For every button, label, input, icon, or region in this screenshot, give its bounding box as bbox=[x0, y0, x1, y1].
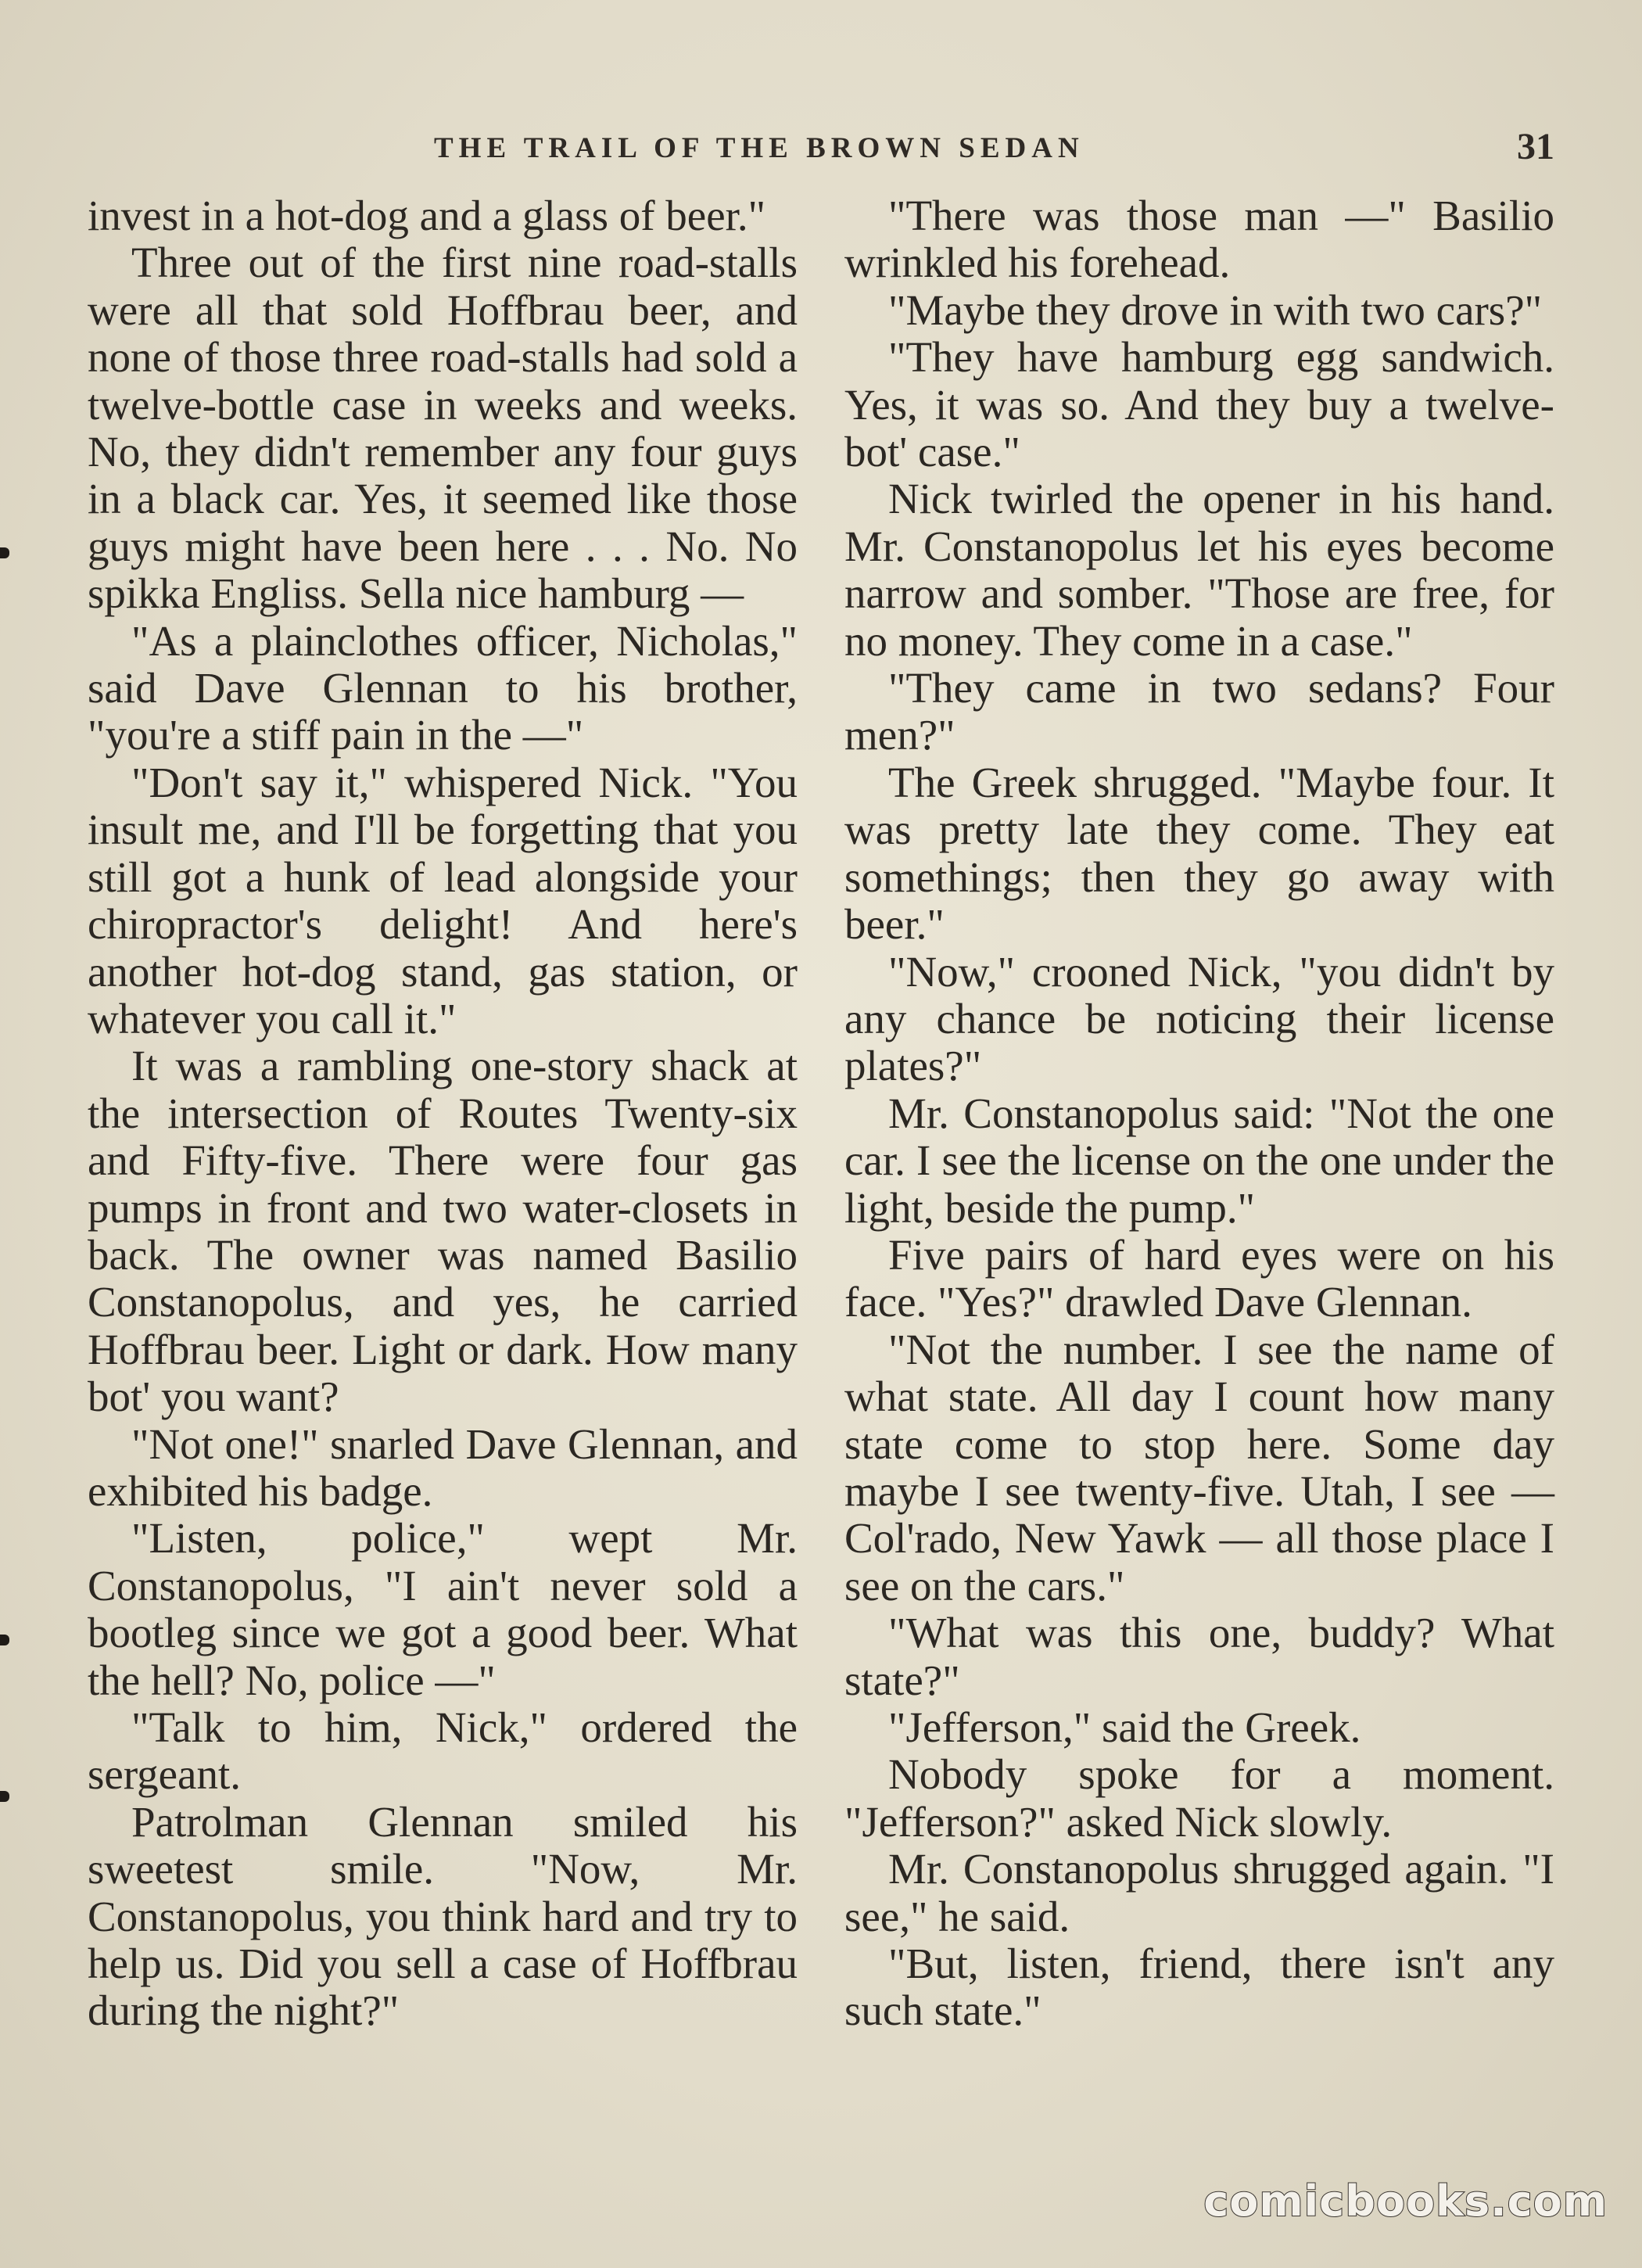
paragraph: Nobody spoke for a moment. "Jefferson?" asked Nick slowly. bbox=[844, 1750, 1554, 1846]
paragraph: invest in a hot-dog and a glass of beer." bbox=[88, 192, 766, 239]
paragraph: "Maybe they drove in with two cars?" bbox=[888, 285, 1543, 334]
right-column bbox=[844, 192, 1554, 2035]
paragraph: "Jefferson," said the Greek. bbox=[888, 1703, 1361, 1751]
paragraph: It was a rambling one-story shack at the intersection of Routes Twenty-six and Fifty-five. There were four gas pumps in front and two water-closets in back. The owner was named Basilio Constanopolus, and yes, he carried Hoffbrau beer. Light or dark. How many bot' you want? bbox=[88, 1042, 798, 1421]
paragraph: "Not the number. I see the name of what state. All day I count how many state come to stop here. Some day maybe I see twenty-five. Utah, I see — Col'rado, New Yawk — all those place I see on the cars." bbox=[844, 1325, 1554, 1609]
paragraph: Patrolman Glennan smiled his sweetest smile. "Now, Mr. Constanopolus, you think hard and try to help us. Did you sell a case of Hoffbrau during the night?" bbox=[88, 1797, 798, 2035]
page-edge-mark bbox=[0, 1791, 9, 1802]
page-edge-mark bbox=[0, 547, 9, 558]
paragraph: "They have hamburg egg sandwich. Yes, it was so. And they buy a twelve-bot' case." bbox=[844, 333, 1554, 476]
running-head: THE TRAIL OF THE BROWN SEDAN bbox=[434, 132, 1085, 164]
paragraph: "As a plainclothes officer, Nicholas," said Dave Glennan to his brother, "you're a stiff pain in the —" bbox=[88, 616, 798, 759]
paragraph: Mr. Constanopolus said: "Not the one car. I see the license on the one under the light, beside the pump." bbox=[844, 1089, 1554, 1232]
paragraph: "Talk to him, Nick," ordered the sergeant. bbox=[88, 1703, 798, 1799]
paragraph: "Don't say it," whispered Nick. "You insult me, and I'll be forgetting that you still got a hunk of lead alongside your chiropractor's delight! And here's another hot-dog stand, gas station, or whatever you call it." bbox=[88, 758, 798, 1042]
paragraph: "They came in two sedans? Four men?" bbox=[844, 664, 1554, 759]
page-edge-mark bbox=[0, 1635, 9, 1645]
page-number: 31 bbox=[1517, 126, 1554, 167]
paragraph: The Greek shrugged. "Maybe four. It was pretty late they come. They eat somethings; then they go away with beer." bbox=[844, 758, 1554, 949]
paragraph: "What was this one, buddy? What state?" bbox=[844, 1609, 1554, 1704]
paragraph: Mr. Constanopolus shrugged again. "I see," he said. bbox=[844, 1845, 1554, 1940]
paragraph: "But, listen, friend, there isn't any such state." bbox=[844, 1940, 1554, 2035]
paragraph: "Now," crooned Nick, "you didn't by any chance be noticing their license plates?" bbox=[844, 947, 1554, 1090]
left-column bbox=[88, 192, 798, 2035]
paragraph: Nick twirled the opener in his hand. Mr. Constanopolus let his eyes become narrow and somber. "Those are free, for no money. They come in a case." bbox=[844, 475, 1554, 665]
paragraph: Five pairs of hard eyes were on his face. "Yes?" drawled Dave Glennan. bbox=[844, 1230, 1554, 1326]
paragraph: "Not one!" snarled Dave Glennan, and exhibited his badge. bbox=[88, 1419, 798, 1515]
paragraph: Three out of the first nine road-stalls were all that sold Hoffbrau beer, and none of those three road-stalls had sold a twelve-bottle case in weeks and weeks. No, they didn't remember any four guys in a black car. Yes, it seemed like those guys might have been here . . . No. No spikka Engliss. Sella nice hamburg — bbox=[88, 239, 798, 618]
site-watermark: comicbooks.com bbox=[1203, 2176, 1608, 2226]
paragraph: "Listen, police," wept Mr. Constanopolus, "I ain't never sold a bootleg since we got a good beer. What the hell? No, police —" bbox=[88, 1514, 798, 1704]
paragraph: "There was those man —" Basilio wrinkled his forehead. bbox=[844, 192, 1554, 287]
